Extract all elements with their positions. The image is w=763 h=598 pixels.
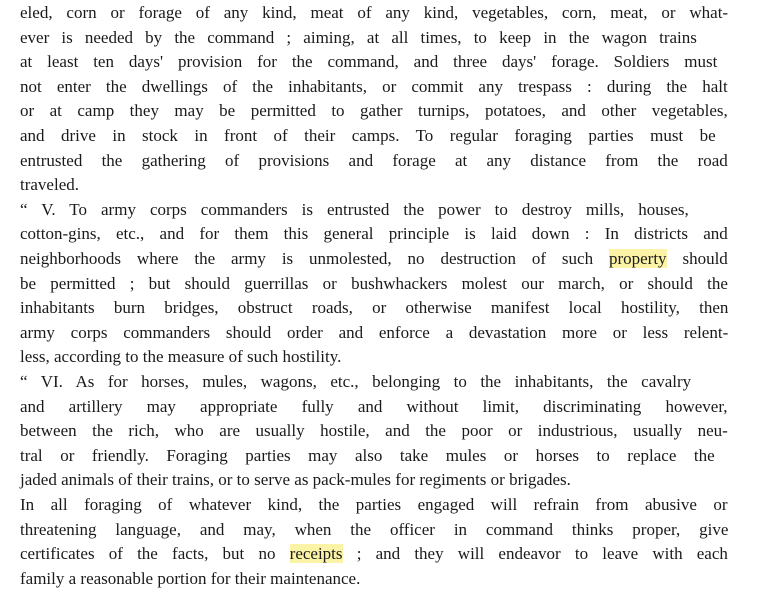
text-line [20, 493, 728, 518]
line-text: threatening language, and may, when the officer in command thinks proper, give [20, 519, 729, 539]
line-text: certificates of the facts, but no [20, 544, 290, 564]
text-line [20, 444, 715, 469]
line-text: and drive in stock in front of their camps. To regular foraging parties must be [20, 126, 716, 145]
line-text: army corps commanders should order and enforce a devastation more or less relent- [20, 322, 729, 342]
text-line [20, 518, 728, 543]
line-text: tral or friendly. Foraging parties may also take mules or horses to replace the [20, 445, 715, 465]
text-line [20, 247, 728, 272]
text-line [20, 75, 728, 100]
line-text: neighborhoods where the army is unmolested, no destruction of such [20, 249, 609, 268]
text-line [20, 198, 689, 223]
text-line [20, 296, 728, 321]
line-text: “ VI. As for horses, mules, wagons, etc., belonging to the inhabitants, the cavalry [20, 372, 692, 391]
line-text: between the rich, who are usually hostile, and the poor or industrious, usually neu- [20, 421, 728, 441]
line-text-after: should [666, 249, 728, 268]
text-line [20, 149, 728, 174]
text-line [20, 370, 691, 395]
text-line [20, 419, 728, 444]
text-line [20, 542, 728, 567]
line-text: less, according to the measure of such hostility. [20, 347, 342, 367]
line-text: or at camp they may be permitted to gather turnips, potatoes, and other vegetables, [20, 101, 728, 121]
line-text: cotton-gins, etc., and for them this general principle is laid down : In districts and [20, 224, 728, 244]
text-line [20, 26, 697, 51]
line-text: ever is needed by the command ; aiming, at all times, to keep in the wagon trains [20, 27, 697, 47]
text-line [20, 468, 571, 493]
highlighted-term: property [608, 249, 667, 268]
line-text: and artillery may appropriate fully and without limit, discriminating however, [20, 396, 728, 416]
line-text: traveled. [20, 175, 79, 195]
text-line [20, 272, 728, 297]
text-line [20, 99, 728, 124]
line-text: not enter the dwellings of the inhabitants, or commit any trespass : during the halt [20, 76, 728, 96]
text-line [20, 567, 360, 592]
text-line [20, 50, 717, 75]
text-line [20, 124, 716, 149]
line-text: family a reasonable portion for their maintenance. [20, 568, 361, 588]
line-text-after: ; and they will endeavor to leave with each [342, 544, 728, 564]
text-line [20, 173, 79, 198]
line-text: at least ten days' provision for the command, and three days' forage. Soldiers must [20, 52, 718, 72]
line-text: In all foraging of whatever kind, the parties engaged will refrain from abusive or [20, 495, 728, 514]
line-text: “ V. To army corps commanders is entrusted the power to destroy mills, houses, [20, 199, 689, 219]
line-text: eled, corn or forage of any kind, meat of any kind, vegetables, corn, meat, or what- [20, 3, 729, 22]
text-line [20, 395, 728, 420]
text-line [20, 321, 728, 346]
line-text: entrusted the gathering of provisions and forage at any distance from the road [20, 150, 728, 170]
text-line [20, 1, 728, 26]
highlighted-term: receipts [289, 544, 343, 564]
line-text: inhabitants burn bridges, obstruct roads, or otherwise manifest local hostility, then [20, 298, 729, 318]
line-text: jaded animals of their trains, or to serve as pack-mules for regiments or brigades. [20, 470, 571, 490]
text-line [20, 345, 341, 370]
text-line [20, 222, 728, 247]
line-text: be permitted ; but should guerrillas or bushwhackers molest our march, or should the [20, 273, 728, 293]
